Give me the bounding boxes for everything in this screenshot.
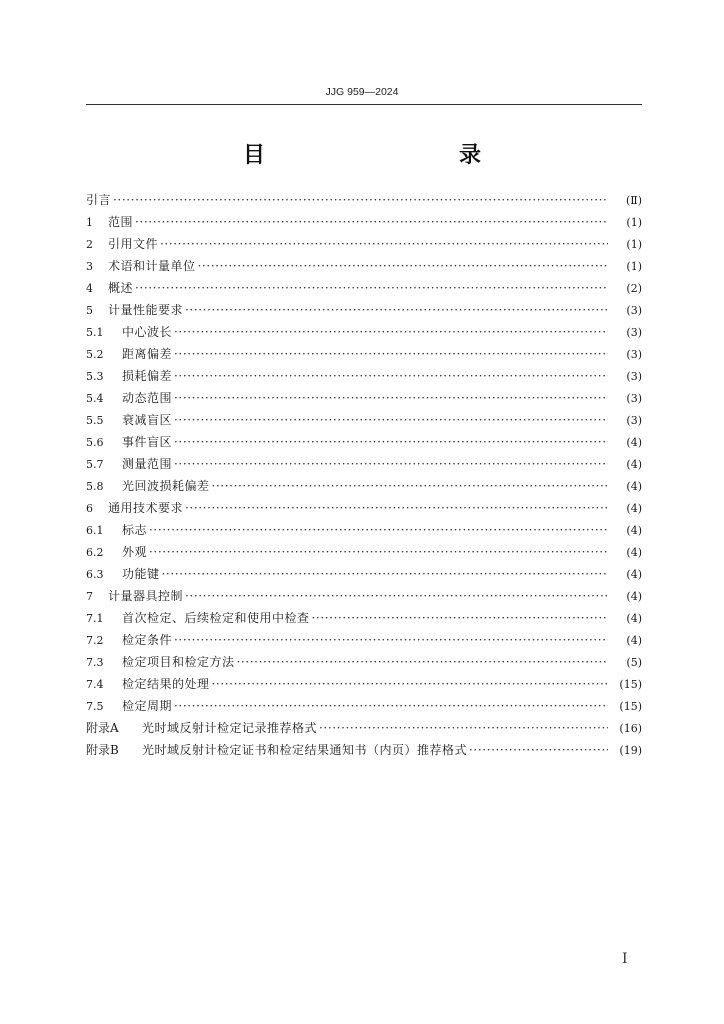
toc-entry-label: 引用文件 <box>108 237 159 251</box>
toc-entry-number: 6.1 <box>86 524 104 537</box>
toc-entry-page: (4) <box>626 612 642 625</box>
toc-entry[interactable] <box>86 365 642 387</box>
toc-entry-label: 损耗偏差 <box>122 369 173 383</box>
toc-entry-page: (4) <box>626 524 642 537</box>
toc-entry[interactable] <box>86 651 642 673</box>
toc-entry-page: (4) <box>626 568 642 581</box>
toc-dot-leader <box>135 277 608 299</box>
toc-entry[interactable] <box>86 387 642 409</box>
toc-entry-number: 1 <box>86 216 93 229</box>
toc-dot-leader <box>135 211 608 233</box>
toc-entry-label: 通用技术要求 <box>108 501 184 515</box>
toc-entry-page: (4) <box>626 436 642 449</box>
toc-entry-label: 光时域反射计检定记录推荐格式 <box>142 721 318 735</box>
toc-entry-number: 7.4 <box>86 678 104 691</box>
toc-entry[interactable] <box>86 541 642 563</box>
toc-entry-page: (4) <box>626 546 642 559</box>
toc-dot-leader <box>185 299 608 321</box>
toc-entry-page: (3) <box>626 326 642 339</box>
toc-entry[interactable] <box>86 321 642 343</box>
toc-entry-label: 标志 <box>122 523 148 537</box>
toc-entry[interactable] <box>86 673 642 695</box>
toc-dot-leader <box>312 607 608 629</box>
toc-entry-label: 计量器具控制 <box>108 589 184 603</box>
toc-entry[interactable] <box>86 233 642 255</box>
toc-entry-page: (3) <box>626 370 642 383</box>
toc-entry-label: 计量性能要求 <box>108 303 184 317</box>
toc-entry-label: 光回波损耗偏差 <box>122 479 210 493</box>
toc-entry-number: 附录A <box>86 721 119 735</box>
toc-entry[interactable] <box>86 255 642 277</box>
toc-entry[interactable] <box>86 409 642 431</box>
toc-dot-leader <box>185 497 608 519</box>
toc-dot-leader <box>174 343 608 365</box>
toc-entry-number: 5.2 <box>86 348 104 361</box>
toc-entry-page: (15) <box>619 700 642 713</box>
toc-entry[interactable] <box>86 519 642 541</box>
toc-entry-page: (16) <box>619 722 642 735</box>
toc-entry-label: 外观 <box>122 545 148 559</box>
toc-entry[interactable] <box>86 629 642 651</box>
toc-entry-label: 首次检定、后续检定和使用中检查 <box>122 611 310 625</box>
toc-entry-label: 动态范围 <box>122 391 173 405</box>
toc-entry-label: 光时域反射计检定证书和检定结果通知书（内页）推荐格式 <box>142 743 468 757</box>
toc-entry-page: (4) <box>626 590 642 603</box>
toc-dot-leader <box>149 519 608 541</box>
toc-entry-page: (19) <box>619 744 642 757</box>
toc-entry-number: 附录B <box>86 743 119 757</box>
toc-entry[interactable] <box>86 497 642 519</box>
toc-entry-number: 7.5 <box>86 700 104 713</box>
toc-entry-page: (5) <box>626 656 642 669</box>
toc-dot-leader <box>174 409 608 431</box>
toc-dot-leader <box>174 387 608 409</box>
toc-entry-page: (3) <box>626 414 642 427</box>
page-title: 目 录 <box>242 142 531 168</box>
toc-entry-label: 功能键 <box>122 567 160 581</box>
toc-dot-leader <box>174 695 608 717</box>
toc-entry[interactable] <box>86 475 642 497</box>
toc-entry-page: (1) <box>626 238 642 251</box>
toc-entry-label: 引言 <box>86 193 112 207</box>
toc-entry-number: 4 <box>86 282 93 295</box>
toc-entry-label: 检定条件 <box>122 633 173 647</box>
toc-entry-label: 范围 <box>108 215 134 229</box>
toc-entry-label: 术语和计量单位 <box>108 259 196 273</box>
toc-entry[interactable] <box>86 211 642 233</box>
toc-dot-leader <box>469 739 608 761</box>
toc-entry-page: (1) <box>626 260 642 273</box>
toc-entry[interactable] <box>86 343 642 365</box>
page-number: I <box>622 951 628 967</box>
toc-entry-number: 5.7 <box>86 458 104 471</box>
toc-entry-number: 5.6 <box>86 436 104 449</box>
toc-entry[interactable] <box>86 563 642 585</box>
toc-entry-page: (3) <box>626 304 642 317</box>
toc-dot-leader <box>174 365 608 387</box>
table-of-contents <box>86 189 642 761</box>
toc-entry-number: 5 <box>86 304 93 317</box>
toc-dot-leader <box>212 673 608 695</box>
toc-entry[interactable] <box>86 189 642 211</box>
toc-entry-page: (2) <box>626 282 642 295</box>
toc-entry-number: 5.4 <box>86 392 104 405</box>
toc-entry-number: 6.3 <box>86 568 104 581</box>
toc-dot-leader <box>237 651 608 673</box>
toc-entry-page: (4) <box>626 502 642 515</box>
toc-entry[interactable] <box>86 695 642 717</box>
toc-entry-number: 2 <box>86 238 93 251</box>
toc-dot-leader <box>174 431 608 453</box>
toc-entry-number: 5.1 <box>86 326 104 339</box>
toc-dot-leader <box>319 717 608 739</box>
toc-entry-label: 衰减盲区 <box>122 413 173 427</box>
toc-entry[interactable] <box>86 277 642 299</box>
toc-entry-label: 检定周期 <box>122 699 173 713</box>
toc-entry[interactable] <box>86 607 642 629</box>
toc-entry-number: 5.3 <box>86 370 104 383</box>
toc-entry-page: (1) <box>626 216 642 229</box>
running-header: JJG 959—2024 <box>325 86 399 98</box>
toc-entry-number: 7.2 <box>86 634 104 647</box>
toc-dot-leader <box>174 629 608 651</box>
toc-entry-page: (4) <box>626 480 642 493</box>
toc-entry-number: 5.5 <box>86 414 104 427</box>
toc-entry[interactable] <box>86 431 642 453</box>
toc-dot-leader <box>174 453 608 475</box>
toc-dot-leader <box>185 585 608 607</box>
toc-entry-page: (4) <box>626 458 642 471</box>
toc-entry-number: 7.1 <box>86 612 104 625</box>
toc-entry-label: 距离偏差 <box>122 347 173 361</box>
toc-entry-label: 中心波长 <box>122 325 173 339</box>
toc-dot-leader <box>149 541 608 563</box>
toc-entry-number: 7 <box>86 590 93 603</box>
toc-entry[interactable] <box>86 299 642 321</box>
toc-entry-page: (3) <box>626 392 642 405</box>
toc-dot-leader <box>212 475 608 497</box>
toc-entry-number: 6 <box>86 502 93 515</box>
toc-entry-label: 测量范围 <box>122 457 173 471</box>
toc-entry-page: (Ⅱ) <box>625 194 642 207</box>
toc-entry[interactable] <box>86 739 642 761</box>
toc-entry-number: 7.3 <box>86 656 104 669</box>
toc-entry-label: 检定结果的处理 <box>122 677 210 691</box>
toc-dot-leader <box>160 233 608 255</box>
toc-entry[interactable] <box>86 717 642 739</box>
toc-dot-leader <box>113 189 608 211</box>
toc-entry-label: 事件盲区 <box>122 435 173 449</box>
toc-entry-number: 3 <box>86 260 93 273</box>
toc-dot-leader <box>198 255 608 277</box>
toc-entry-number: 5.8 <box>86 480 104 493</box>
toc-entry-label: 概述 <box>108 281 134 295</box>
toc-entry-page: (4) <box>626 634 642 647</box>
toc-entry[interactable] <box>86 585 642 607</box>
toc-entry[interactable] <box>86 453 642 475</box>
header-rule <box>86 104 642 105</box>
toc-dot-leader <box>162 563 608 585</box>
toc-dot-leader <box>174 321 608 343</box>
toc-entry-number: 6.2 <box>86 546 104 559</box>
toc-entry-label: 检定项目和检定方法 <box>122 655 235 669</box>
toc-entry-page: (15) <box>619 678 642 691</box>
toc-entry-page: (3) <box>626 348 642 361</box>
